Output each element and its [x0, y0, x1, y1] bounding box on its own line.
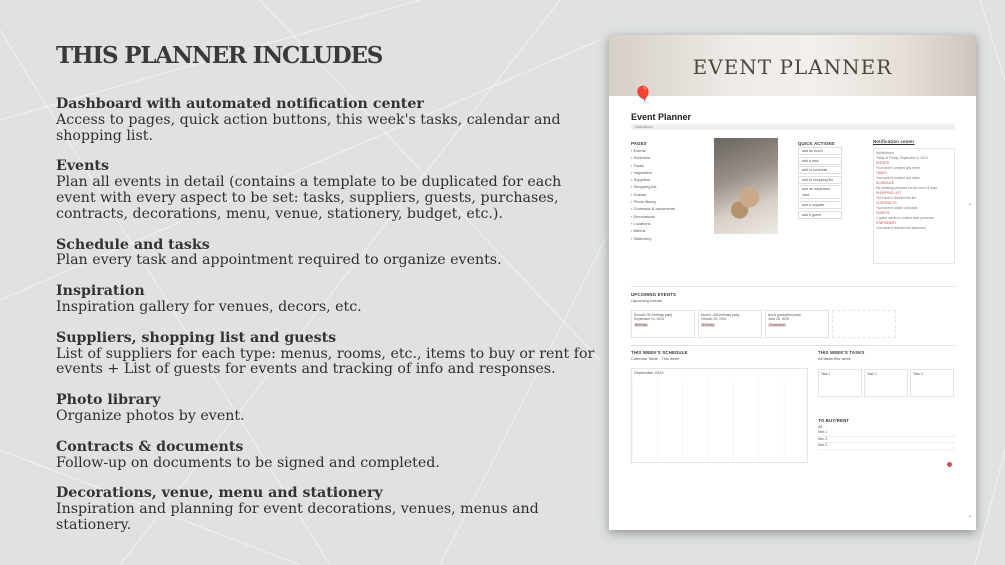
- feature-title: Photo library: [56, 392, 161, 409]
- schedule-heading: THIS WEEK'S SCHEDULE: [631, 350, 688, 355]
- feature-desc: Follow-up on documents to be signed and completed.: [56, 454, 440, 471]
- page-link[interactable]: ▪ Stationery: [631, 235, 675, 242]
- page-link[interactable]: ▪ Shopping list: [631, 183, 675, 190]
- notification-center: [873, 139, 955, 279]
- buy-row[interactable]: [818, 443, 955, 450]
- page-title: Event Planner: [631, 112, 692, 122]
- buy-item: Item 1: [818, 430, 828, 435]
- buy-view-tab[interactable]: All: [818, 424, 823, 429]
- quick-action-button[interactable]: add an inspiration card: [798, 185, 842, 199]
- page-link[interactable]: ▪ Decorations: [631, 213, 675, 220]
- task-card[interactable]: Task 2: [864, 369, 908, 397]
- feature-item: [56, 97, 596, 144]
- page-link[interactable]: ▪ Menus: [631, 227, 675, 234]
- page-link[interactable]: ▪ Guests: [631, 191, 675, 198]
- banner-title: EVENT PLANNER: [692, 55, 893, 79]
- balloon-icon: 🎈: [633, 87, 653, 104]
- notification-line: EVENTS: [876, 161, 890, 165]
- buy-item: Item 2: [818, 436, 828, 441]
- feature-title: Suppliers, shopping list and guests: [56, 329, 337, 346]
- feature-desc: Inspiration gallery for venues, decors, etc.: [56, 298, 362, 315]
- upcoming-events: [631, 292, 676, 304]
- feature-title: Events: [56, 158, 109, 175]
- notification-line: Notifications: [876, 151, 894, 155]
- notification-line: CONTRACTS: [876, 201, 897, 205]
- chevron-down-icon: ⌄: [967, 201, 972, 207]
- new-event-card[interactable]: [832, 310, 896, 338]
- divider: [631, 286, 955, 287]
- quick-action-button[interactable]: add a guest: [798, 211, 842, 219]
- page-link[interactable]: ▪ Suppliers: [631, 176, 675, 183]
- quick-action-button[interactable]: add an event: [798, 147, 842, 155]
- quick-actions: [798, 147, 842, 220]
- section-heading: THIS PLANNER INCLUDES: [56, 42, 383, 69]
- notification-line: You haven't created any event: [876, 166, 921, 170]
- event-name: Noah's 10th birthday party: [701, 313, 740, 317]
- feature-desc: Inspiration and planning for event decorations, venues, menus and stationery.: [56, 501, 539, 533]
- notification-line: STATIONERY: [876, 221, 897, 225]
- feature-list: [56, 97, 596, 534]
- feature-title: Dashboard with automated notification center: [56, 96, 424, 112]
- notification-heading: Notification center: [873, 139, 915, 144]
- feature-desc: Access to pages, quick action buttons, this week's tasks, calendar and shopping list.: [56, 111, 561, 144]
- event-cards: [631, 310, 896, 338]
- week-tasks-section: [818, 350, 955, 362]
- event-date: June 28, 2025: [768, 317, 789, 321]
- calendar[interactable]: [631, 368, 808, 463]
- feature-title: Schedule and tasks: [56, 236, 210, 253]
- tasks-heading: THIS WEEK'S TASKS: [818, 350, 865, 355]
- feature-item: [56, 159, 596, 222]
- quick-action-button[interactable]: add a supplier: [798, 201, 842, 209]
- quick-action-button[interactable]: add to schedule: [798, 166, 842, 174]
- task-cards: [818, 369, 954, 397]
- page-link[interactable]: ▪ Inspiration: [631, 169, 675, 176]
- event-photo: [714, 138, 778, 234]
- event-tag: Birthday: [635, 323, 648, 327]
- divider: [631, 345, 955, 346]
- quick-actions-heading: QUICK ACTIONS: [798, 141, 835, 146]
- calendar-grid: [632, 379, 809, 464]
- feature-title: Inspiration: [56, 283, 145, 300]
- feature-item: [56, 393, 596, 425]
- buy-heading: TO BUY/RENT: [818, 418, 850, 423]
- calendar-month: September 2024: [634, 370, 664, 375]
- pages-list: [631, 147, 675, 242]
- notification-line: You haven't finished the list: [876, 196, 916, 200]
- event-tag: Graduation: [769, 323, 786, 327]
- page-link[interactable]: ▪ Tasks: [631, 162, 675, 169]
- feature-item: [56, 486, 596, 533]
- feature-item: [56, 440, 596, 472]
- buy-row[interactable]: [818, 437, 955, 444]
- buy-item: Item 3: [818, 443, 828, 448]
- notification-line: SCHEDULE: [876, 181, 894, 185]
- event-card[interactable]: [631, 310, 695, 338]
- page-link[interactable]: ▪ Photo library: [631, 198, 675, 205]
- notification-line: No meetings planned for the next 14 days: [876, 186, 938, 190]
- event-name: Ann's graduation party: [768, 313, 801, 317]
- notification-line: GUESTS: [876, 211, 890, 215]
- schedule-tabs[interactable]: Calendar Table - This week: [631, 356, 680, 361]
- event-date: September 14, 2024: [634, 317, 664, 321]
- upcoming-heading: UPCOMING EVENTS: [631, 292, 677, 297]
- page-link[interactable]: ▪ Events: [631, 147, 675, 154]
- notification-line: 1 guest needs to confirm their presence: [876, 216, 934, 220]
- pages-heading: PAGES: [631, 141, 647, 146]
- event-tag: Birthday: [702, 323, 715, 327]
- upcoming-view-tab[interactable]: Upcoming events: [631, 298, 662, 303]
- task-card[interactable]: Task 1: [818, 369, 862, 397]
- page-link[interactable]: ▪ Locations: [631, 220, 675, 227]
- feature-title: Decorations, venue, menu and stationery: [56, 485, 383, 502]
- quick-action-button[interactable]: add a task: [798, 157, 842, 165]
- feature-desc: Organize photos by event.: [56, 407, 245, 424]
- notification-box: [873, 148, 955, 264]
- notification-line: You haven't created any tasks: [876, 176, 920, 180]
- schedule-section: [631, 350, 808, 362]
- feature-title: Contracts & documents: [56, 438, 244, 455]
- page-link[interactable]: ▪ Contracts & documents: [631, 205, 675, 212]
- quick-action-button[interactable]: add to shopping list: [798, 176, 842, 184]
- feature-desc: Plan every task and appointment required to organize events.: [56, 252, 502, 269]
- feature-item: [56, 284, 596, 316]
- planner-preview-screenshot: [609, 35, 976, 530]
- event-date: October 20, 2024: [701, 317, 727, 321]
- notification-line: You haven't finished the stationery: [876, 226, 926, 230]
- event-name: Emma's 7th birthday party: [634, 313, 673, 317]
- notification-line: TASKS: [876, 171, 887, 175]
- cover-banner: [609, 35, 976, 96]
- buy-rent-section: [818, 418, 955, 450]
- feature-item: [56, 238, 596, 270]
- feature-desc: Plan all events in detail (contains a template to be duplicated for each event with every aspect to be set: tasks, suppliers, guests, purchases, contracts, decorations, menu, venue, stationery, budget, etc.).: [56, 174, 562, 222]
- notification-line: SHOPPING LIST: [876, 191, 902, 195]
- page-link[interactable]: ▪ Schedule: [631, 154, 675, 161]
- task-card[interactable]: Task 3: [910, 369, 954, 397]
- feature-item: [56, 331, 596, 378]
- notification-line: Today is Friday, September 6, 2024: [876, 156, 928, 160]
- buy-row[interactable]: [818, 430, 955, 437]
- event-card[interactable]: [698, 310, 762, 338]
- instructions-toggle[interactable]: Instructions: [631, 124, 955, 130]
- chevron-down-icon: ⌄: [967, 513, 972, 519]
- feature-desc: List of suppliers for each type: menus, rooms, etc., items to buy or rent for events + List of guests for events and tracking of info and responses.: [56, 345, 595, 378]
- tasks-view-tab[interactable]: All tasks this week: [818, 356, 851, 361]
- feature-description: [56, 42, 596, 534]
- notification-line: You haven't added contracts: [876, 206, 918, 210]
- event-card[interactable]: [765, 310, 829, 338]
- notification-dot: [947, 462, 952, 467]
